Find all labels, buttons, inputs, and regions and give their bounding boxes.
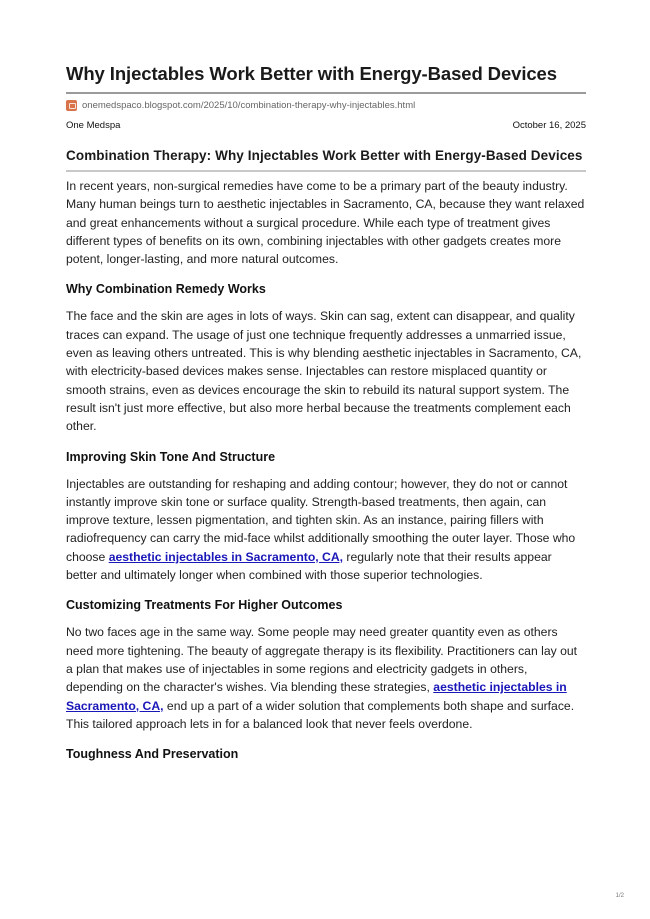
- section-paragraph: [66, 623, 586, 733]
- title-divider: [66, 92, 586, 94]
- intro-paragraph: In recent years, non-surgical remedies have come to be a primary part of the beauty industry. Many human beings turn to aesthetic injectables in Sacramento, CA, because they want relaxed and great enhancements without a surgical procedure. While each type of treatment gives different types of benefits on its own, combining injectables with other gadgets creates more potent, longer-lasting, and more natural outcomes.: [66, 179, 585, 267]
- paragraph-text: Injectables are outstanding for reshaping and adding contour; however, they do not or cannot instantly improve skin tone or surface quality. Strength-based treatments, then again, can improve texture, lessen pigmentation, and tighten skin. As an instance, pairing fillers with radiofrequency can carry the mid-face whilst additionally smoothing the outer layer. Those who choose: [66, 476, 576, 564]
- article-heading: Combination Therapy: Why Injectables Work Better with Energy-Based Devices: [66, 148, 583, 163]
- section-paragraph: The face and the skin are ages in lots of ways. Skin can sag, extent can disappear, and quality traces can expand. The usage of just one technique frequently addresses a unmarried issue, even as leaving others untreated. This is why blending aesthetic injectables in Sacramento, CA, with electricity-based devices makes sense. Injectables can restore misplaced quantity or smooth strains, even as devices encourage the skin to rebuild its natural support system. The result isn't just more effective, but also more herbal because the treatments complement each other.: [66, 309, 582, 434]
- source-url[interactable]: onemedspaco.blogspot.com/2025/10/combination-therapy-why-injectables.html: [82, 99, 416, 111]
- section-heading: Toughness And Preservation: [66, 747, 239, 762]
- heading-divider: [66, 170, 586, 172]
- publish-date: October 16, 2025: [512, 120, 586, 131]
- meta-row: [66, 120, 586, 131]
- section-paragraph: [66, 475, 586, 585]
- section-heading: Why Combination Remedy Works: [66, 282, 266, 297]
- author: One Medspa: [66, 120, 121, 131]
- paragraph-text: end up a part of a wider solution that complements both shape and surface. This tailored approach lets in for a balanced look that never feels overdone.: [66, 698, 575, 731]
- aesthetic-injectables-link[interactable]: aesthetic injectables in Sacramento, CA,: [108, 549, 344, 564]
- document-title: Why Injectables Work Better with Energy-Based Devices: [66, 63, 557, 84]
- section-heading: Customizing Treatments For Higher Outcomes: [66, 598, 343, 613]
- blogger-icon: [66, 100, 77, 111]
- page-number: 1/2: [615, 893, 624, 899]
- paragraph-text: No two faces age in the same way. Some people may need greater quantity even as others need more tightening. The beauty of aggregate therapy is its flexibility. Practitioners can lay out a plan that makes use of injectables in some regions and electricity gadgets in others, depending on the character's wishes. Via blending these strategies,: [66, 625, 578, 695]
- document-page: [66, 62, 586, 763]
- source-row: [66, 98, 586, 112]
- section-heading: Improving Skin Tone And Structure: [66, 449, 276, 464]
- aesthetic-injectables-link[interactable]: aesthetic injectables in Sacramento, CA,: [66, 680, 567, 713]
- paragraph-text: regularly note that their results appear better and ultimately longer when combined with those superior technologies.: [66, 549, 552, 583]
